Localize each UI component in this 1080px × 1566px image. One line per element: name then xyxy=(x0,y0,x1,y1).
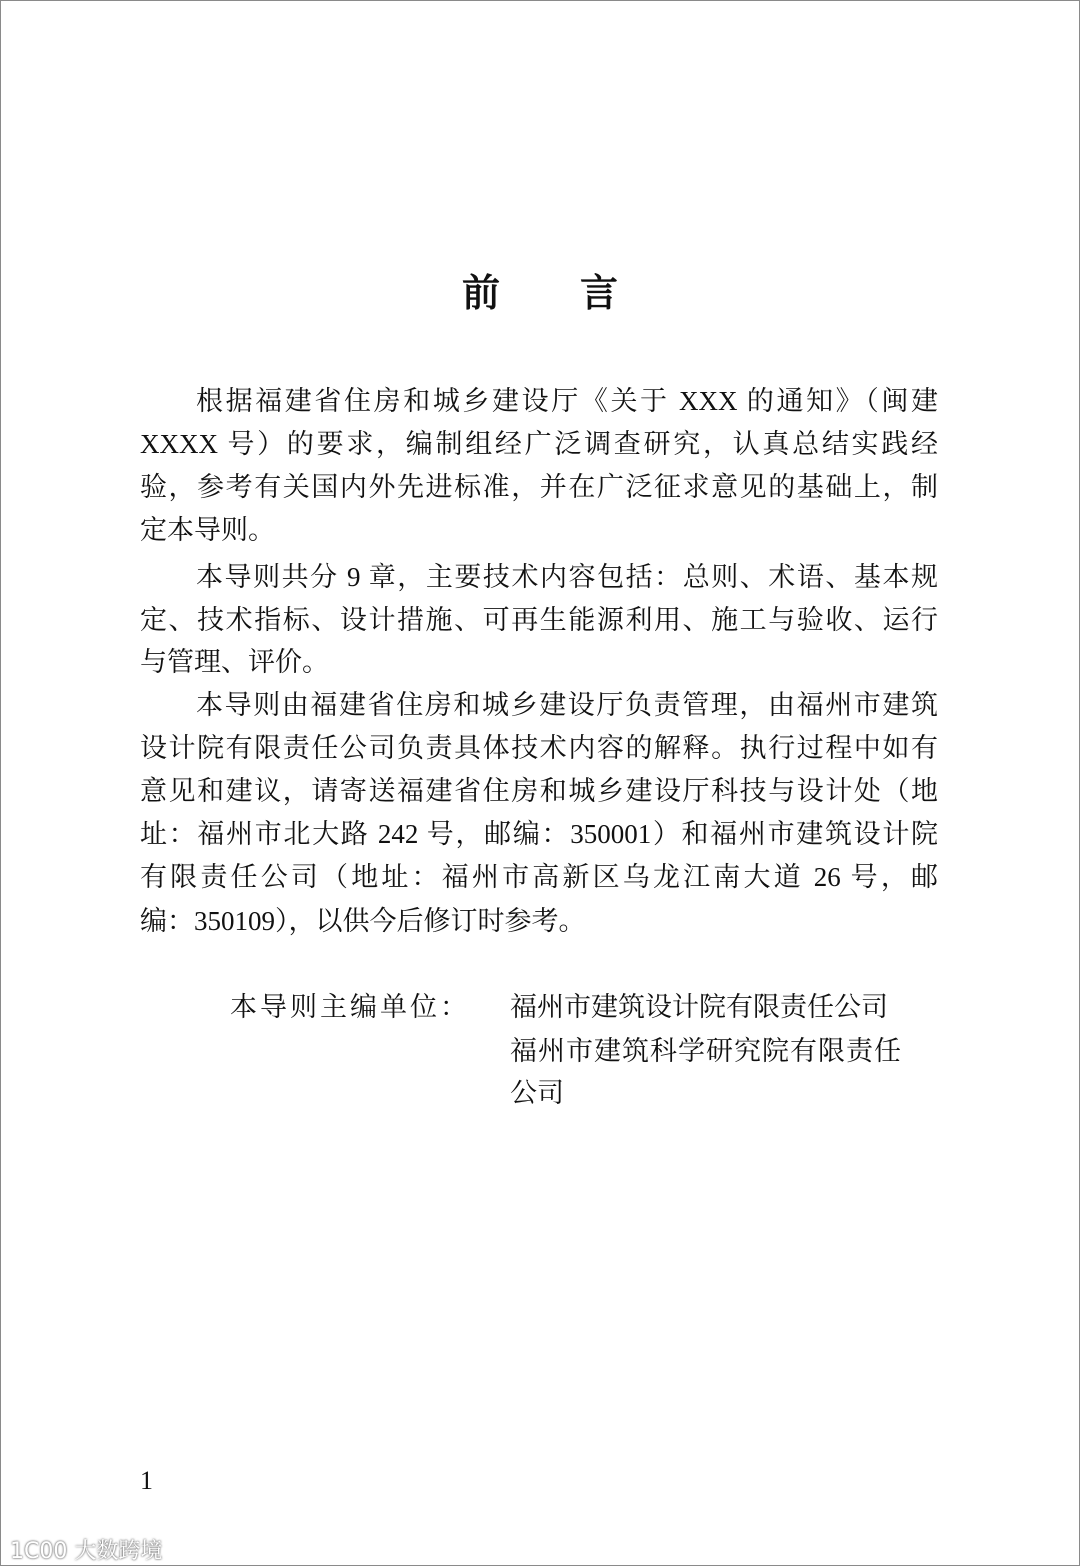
page-number: 1 xyxy=(140,1466,153,1495)
watermark-logo: 1C00 大数跨境 xyxy=(10,1539,163,1564)
text-line: 定本导则。 xyxy=(140,515,275,545)
text-line: 有限责任公司（地址：福州市高新区乌龙江南大道 26 号，邮 xyxy=(140,862,938,892)
text-line: 本导则共分 9 章，主要技术内容包括：总则、术语、基本规 xyxy=(196,562,938,592)
text-line: 址：福州市北大路 242 号，邮编：350001）和福州市建筑设计院 xyxy=(140,819,938,849)
text-line: 编：350109），以供今后修订时参考。 xyxy=(140,906,586,936)
text-line: 定、技术指标、设计措施、可再生能源利用、施工与验收、运行 xyxy=(140,605,938,635)
text-line: XXXX 号）的要求，编制组经广泛调查研究，认真总结实践经 xyxy=(140,429,938,459)
editor-unit: 福州市建筑科学研究院有限责任 xyxy=(510,1036,902,1066)
editors-label: 本导则主编单位： xyxy=(230,992,470,1022)
text-line: 意见和建议，请寄送福建省住房和城乡建设厅科技与设计处（地 xyxy=(140,776,938,806)
text-line: 与管理、评价。 xyxy=(140,647,329,677)
editor-unit: 福州市建筑设计院有限责任公司 xyxy=(510,992,888,1022)
page-title xyxy=(0,262,1080,317)
text-line: 验，参考有关国内外先进标准，并在广泛征求意见的基础上，制 xyxy=(140,472,938,502)
title-char: 前 xyxy=(461,273,500,315)
text-line: 根据福建省住房和城乡建设厅《关于 XXX 的通知》（闽建 xyxy=(196,386,938,416)
title-char: 言 xyxy=(580,273,619,315)
text-line: 设计院有限责任公司负责具体技术内容的解释。执行过程中如有 xyxy=(140,733,938,763)
editor-unit: 公司 xyxy=(510,1078,564,1108)
text-line: 本导则由福建省住房和城乡建设厅负责管理，由福州市建筑 xyxy=(196,690,938,720)
